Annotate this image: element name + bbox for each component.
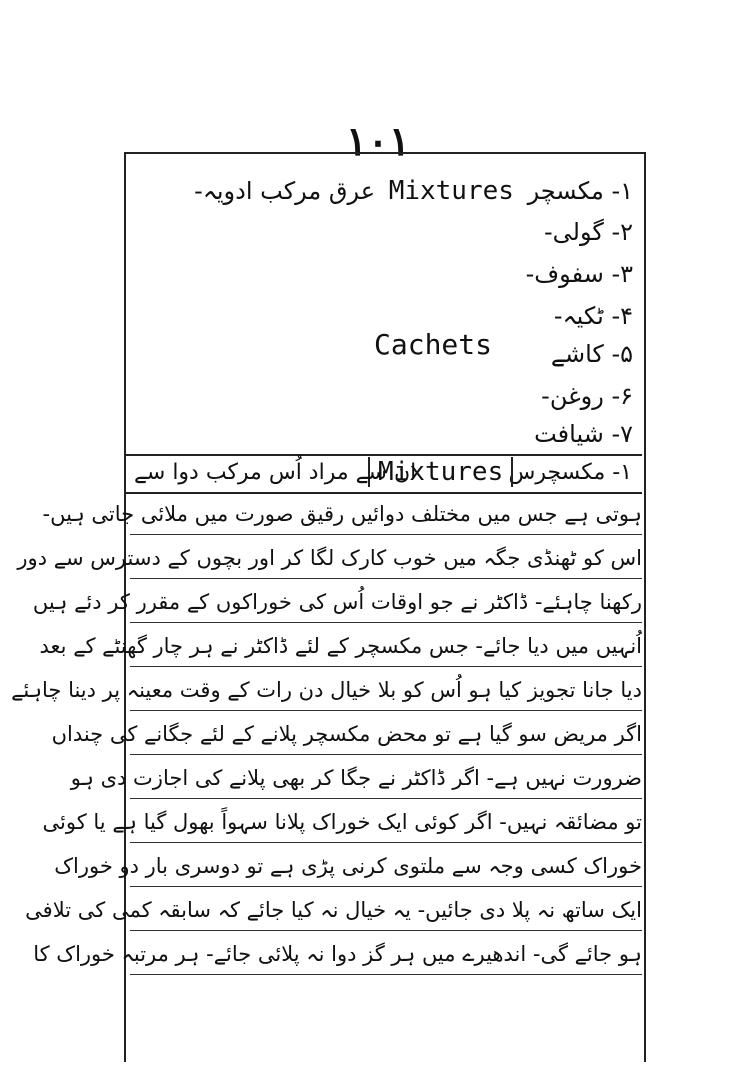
- list-item-suffix: عرق مرکب ادویہ-: [194, 177, 376, 205]
- body-line: ایک ساتھ نہ پلا دی جائیں- یہ خیال نہ کیا جائے کہ سابقہ کمی کی تلافی: [130, 892, 642, 931]
- page-number: ۱۰۱: [345, 118, 411, 165]
- list-item-mixtures: [194, 176, 633, 206]
- section-heading: ۱- مکسچرس: [508, 460, 632, 485]
- list-item-label: ۱- مکسچر: [527, 177, 633, 205]
- list-item-pill: ۲- گولی-: [544, 218, 633, 246]
- list-item-tablet: ۴- ٹکیہ-: [553, 302, 633, 330]
- body-line: ہو جائے گی- اندھیرے میں ہر گز دوا نہ پلائی جائے- ہر مرتبہ خوراک کا: [130, 936, 642, 975]
- list-item-cachets: ۵- کاشے: [550, 340, 633, 368]
- body-line: دیا جانا تجویز کیا ہو اُس کو بلا خیال دن رات کے وقت معینہ پر دینا چاہئے: [130, 672, 642, 711]
- list-item-suppository: ۷- شیافت: [534, 420, 633, 448]
- list-item-latin: Mixtures: [388, 176, 514, 206]
- body-line: رکھنا چاہئے- ڈاکٹر نے جو اوقات اُس کی خوراکوں کے مقرر کر دئے ہیں: [130, 584, 642, 623]
- body-line: اس کو ٹھنڈی جگہ میں خوب کارک لگا کر اور بچوں کے دسترس سے دور: [130, 540, 642, 579]
- list-item-oil: ۶- روغن-: [541, 382, 633, 410]
- body-line: ہوتی ہے جس میں مختلف دوائیں رقیق صورت میں ملائی جاتی ہیں-: [130, 496, 642, 535]
- body-line: ضرورت نہیں ہے- اگر ڈاکٹر نے جگا کر بھی پلانے کی اجازت دی ہو: [130, 760, 642, 799]
- body-line: اگر مریض سو گیا ہے تو محض مکسچر پلانے کے لئے جگانے کی چنداں: [130, 716, 642, 755]
- cachets-latin-label: Cachets: [374, 328, 493, 361]
- section-heading-text: ان سے مراد اُس مرکب دوا سے: [134, 460, 417, 485]
- section-heading-latin: Mixtures: [368, 457, 513, 487]
- section-heading-line: [126, 454, 642, 494]
- list-item-powder: ۳- سفوف-: [525, 260, 633, 288]
- body-line: تو مضائقہ نہیں- اگر کوئی ایک خوراک پلانا سہواً بھول گیا ہے یا کوئی: [130, 804, 642, 843]
- body-line: اُنہیں میں دیا جائے- جس مکسچر کے لئے ڈاکٹر نے ہر چار گھنٹے کے بعد: [130, 628, 642, 667]
- body-line: خوراک کسی وجہ سے ملتوی کرنی پڑی ہے تو دوسری بار دو خوراک: [130, 848, 642, 887]
